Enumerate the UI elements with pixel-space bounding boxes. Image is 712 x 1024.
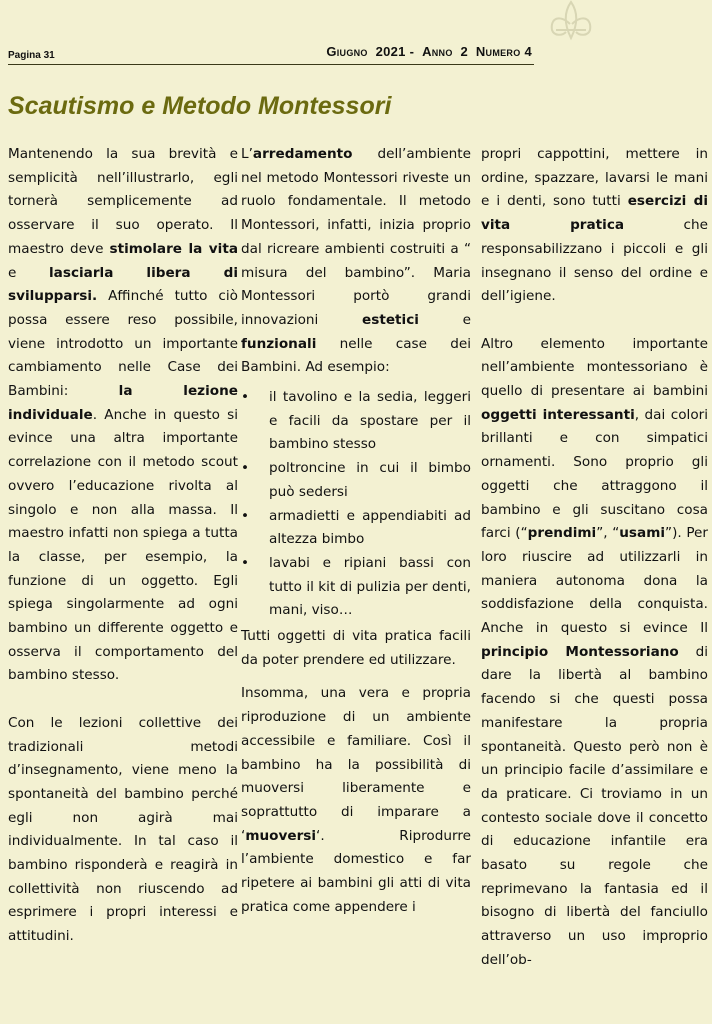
- emphasis-arredamento: arredamento: [252, 146, 353, 162]
- article-column-2: [241, 143, 471, 943]
- fleur-de-lis-logo: [536, 0, 606, 42]
- issue-anno-label: Anno: [422, 44, 453, 59]
- emphasis-lasciarla: lasciarla libera di svilupparsi.: [8, 264, 239, 305]
- article-column-1: [8, 143, 238, 973]
- furniture-list: [241, 386, 471, 623]
- list-item: • il tavolino e la sedia, leggeri e facili da spostare per il bambino stesso: [241, 386, 471, 457]
- emphasis-oggetti-interessanti: oggetti interessanti: [481, 406, 635, 423]
- emphasis-usami: usami: [619, 525, 666, 542]
- issue-anno-number: 2: [460, 44, 469, 59]
- emphasis-muoversi: muoversi: [245, 827, 317, 844]
- issue-numero-label: Numero: [475, 44, 521, 59]
- emphasis-esercizi: esercizi di vita pratica: [481, 193, 708, 234]
- list-item: • armadietti e appendiabiti ad altezza bimbo: [241, 505, 471, 552]
- running-header: [8, 44, 534, 65]
- page-number: Pagina 31: [8, 50, 55, 61]
- emphasis-lezione-individuale: la lezione individuale: [8, 383, 238, 423]
- col3-paragraph-1: propri cappottini, mettere in ordine, spazzare, lavarsi le mani e i denti, sono tutti esercizi di vita pratica che responsabilizzano i piccoli e gli insegnano il senso del ordine e dell’igiene.: [481, 146, 709, 305]
- issue-info: Giugno 2021 - Anno 2 Numero 4: [326, 44, 532, 59]
- article-column-3: [481, 143, 708, 996]
- emphasis-prendimi: prendimi: [527, 525, 597, 542]
- emphasis-estetici: estetici: [362, 311, 419, 328]
- list-item: • lavabi e ripiani bassi con tutto il kit di pulizia per denti, mani, viso…: [241, 552, 471, 623]
- col3-paragraph-2: Altro elemento importante nell’ambiente montessoriano è quello di presentare ai bambini oggetti interessanti, dai colori brillanti e con simpatici ornamenti. Sono proprio gli oggetti che attraggono il bambino e gli suscitano cosa farci (“prendimi”, “usami”). Per loro riuscire ad utilizzarli in maniera autonoma dona la soddisfazione della conquista. Anche in questo si evince Il principio Montessoriano di dare la libertà al bambino facendo si che questi possa manifestare la propria spontaneità. Questo però non è un principio facile d’assimilare e da praticare. Ci troviamo in un contesto sociale dove il concetto di educazione infantile era basato su regole che reprimevano la fantasia ed il bisogno di libertà del fanciullo attraverso un uso improprio dell’ob-: [481, 335, 709, 968]
- col2-paragraph-3: Insomma, una vera e propria riproduzione di un ambiente accessibile e familiare. Così il bambino ha la possibilità di muoversi liberamente e soprattutto di imparare a ‘muoversi‘. Riprodurre l’ambiente domestico e far ripetere ai bambini gli atti di vita pratica come appendere i: [241, 685, 471, 915]
- issue-numero-number: 4: [524, 44, 532, 59]
- list-item: • poltroncine in cui il bimbo può sedersi: [241, 457, 471, 504]
- col2-paragraph-2: Tutti oggetti di vita pratica facili da poter prendere ed utilizzare.: [241, 628, 471, 668]
- article-title: Scautismo e Metodo Montessori: [8, 92, 392, 120]
- col1-paragraph-1: Mantenendo la sua brevità e semplicità nell’illustrarlo, egli tornerà semplicemente ad osservare il suo operato. Il maestro deve stimolare la vita e lasciarla libera di svilupparsi. Affinché tutto ciò possa essere reso possibile, viene introdotto un importante cambiamento nelle Case dei Bambini: la lezione individuale. Anche in questo si evince una altra importante correlazione con il metodo scout ovvero l’educazione rivolta al singolo e non alla massa. Il maestro infatti non spiega a tutta la classe, per esempio, la funzione di un oggetto. Egli spiega singolarmente ad ogni bambino un differente oggetto e osserva il comportamento del bambino stesso.: [8, 146, 239, 684]
- col2-paragraph-1: L’arredamento dell’ambiente nel metodo Montessori riveste un ruolo fondamentale. Il metodo Montessori, infatti, inizia proprio dal ricreare ambienti costruiti a “ misura del bambino”. Maria Montessori portò grandi innovazioni estetici e funzionali nelle case dei Bambini. Ad esempio:: [241, 146, 471, 376]
- col1-paragraph-2: Con le lezioni collettive dei tradizionali metodi d’insegnamento, viene meno la spontaneità del bambino perché egli non agirà mai individualmente. In tal caso il bambino risponderà e reagirà in collettività non riuscendo ad esprimere i propri interessi e attitudini.: [8, 714, 238, 945]
- emphasis-principio: principio Montessoriano: [481, 643, 679, 660]
- issue-year: 2021: [375, 44, 406, 59]
- emphasis-stimolare: stimolare la vita: [109, 240, 238, 257]
- emphasis-funzionali: funzionali: [241, 335, 317, 352]
- issue-month: Giugno: [326, 44, 368, 59]
